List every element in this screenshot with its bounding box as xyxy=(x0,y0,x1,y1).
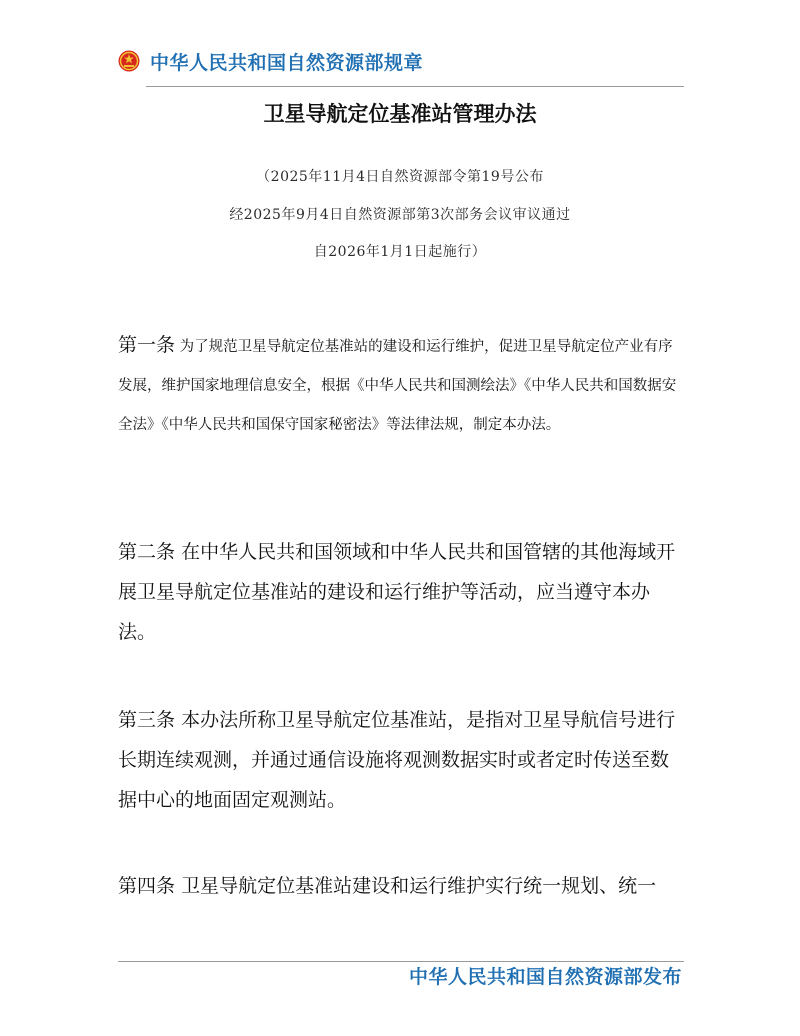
article-label: 第一条 xyxy=(118,334,176,356)
article-text: 在中华人民共和国领域和中华人民共和国管辖的其他海域开展卫星导航定位基准站的建设和运行维护等活动，应当遵守本办法。 xyxy=(118,541,676,643)
publication-info-line: （2025年11月4日自然资源部令第19号公布 xyxy=(256,169,544,185)
article-label: 第二条 xyxy=(118,541,176,563)
article-3 xyxy=(118,700,686,820)
article-4 xyxy=(118,866,686,906)
effective-date-line: 自2026年1月1日起施行） xyxy=(313,244,487,260)
document-title: 卫星导航定位基准站管理办法 xyxy=(263,101,537,126)
article-label: 第三条 xyxy=(118,709,176,731)
regulation-header-title: 中华人民共和国自然资源部规章 xyxy=(150,51,424,74)
article-text: 为了规范卫星导航定位基准站的建设和运行维护，促进卫星导航定位产业有序发展，维护国家地理信息安全，根据《中华人民共和国测绘法》《中华人民共和国数据安全法》《中华人民共和国保守国家秘密法》等法律法规，制定本办法。 xyxy=(118,339,677,433)
article-1 xyxy=(118,326,686,445)
page-header xyxy=(118,46,423,76)
article-2 xyxy=(118,532,686,652)
approval-info-line: 经2025年9月4日自然资源部第3次部务会议审议通过 xyxy=(229,207,571,223)
article-text: 本办法所称卫星导航定位基准站，是指对卫星导航信号进行长期连续观测，并通过通信设施将观测数据实时或者定时传送至数据中心的地面固定观测站。 xyxy=(118,709,676,811)
national-emblem-icon xyxy=(118,50,140,72)
article-label: 第四条 xyxy=(118,875,176,897)
article-text: 卫星导航定位基准站建设和运行维护实行统一规划、统一 xyxy=(181,875,657,897)
header-divider xyxy=(146,86,684,87)
publisher-footer: 中华人民共和国自然资源部发布 xyxy=(408,966,682,988)
